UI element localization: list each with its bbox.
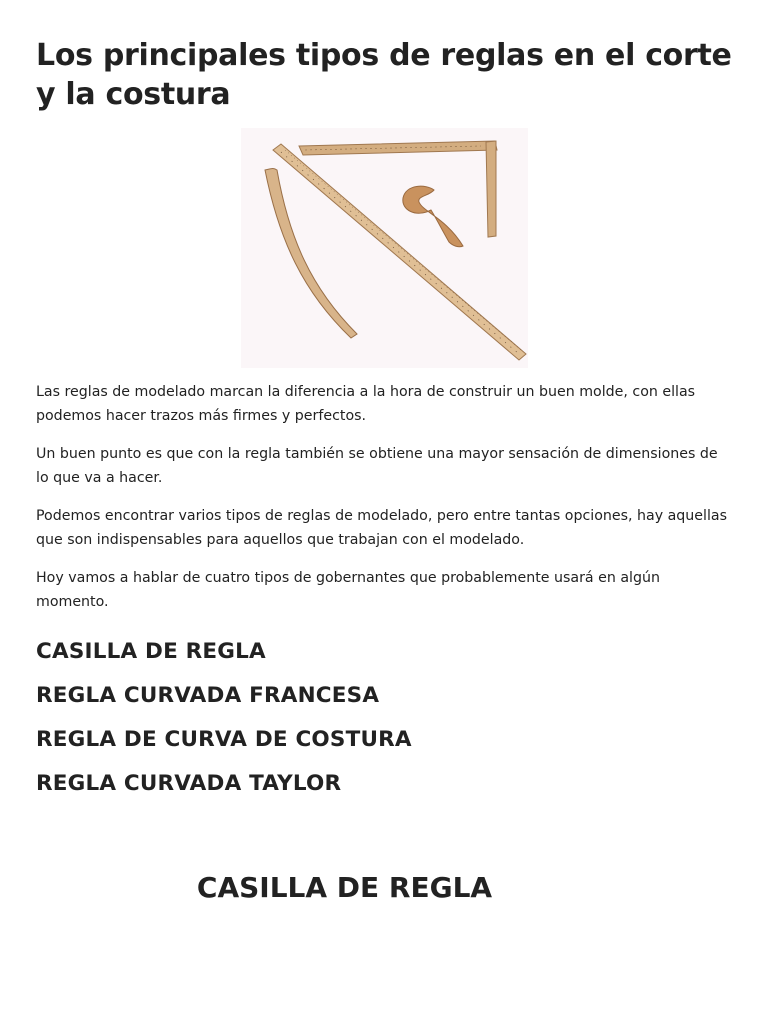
paragraph: Hoy vamos a hablar de cuatro tipos de gobernantes que probablemente usará en algún momento. [36, 570, 660, 610]
paragraph: Las reglas de modelado marcan la diferencia a la hora de construir un buen molde, con ellas podemos hacer trazos más firmes y perfectos. [36, 384, 696, 424]
ruler-types-list [36, 630, 732, 806]
paragraph: Podemos encontrar varios tipos de reglas de modelado, pero entre tantas opciones, hay aquellas que son indispensables para aquellos que trabajan con el modelado. [36, 508, 728, 548]
list-heading: REGLA CURVADA TAYLOR [36, 771, 342, 796]
rulers-image [241, 128, 528, 368]
list-heading: REGLA DE CURVA DE COSTURA [36, 727, 412, 752]
list-heading: REGLA CURVADA FRANCESA [36, 683, 380, 708]
article [36, 36, 732, 904]
article-body [36, 380, 732, 628]
list-heading: CASILLA DE REGLA [36, 639, 266, 664]
article-title: Los principales tipos de reglas en el corte y la costura [36, 38, 732, 112]
paragraph: Un buen punto es que con la regla también se obtiene una mayor sensación de dimensiones de lo que va a hacer. [36, 446, 718, 486]
section-heading: CASILLA DE REGLA [196, 871, 493, 904]
